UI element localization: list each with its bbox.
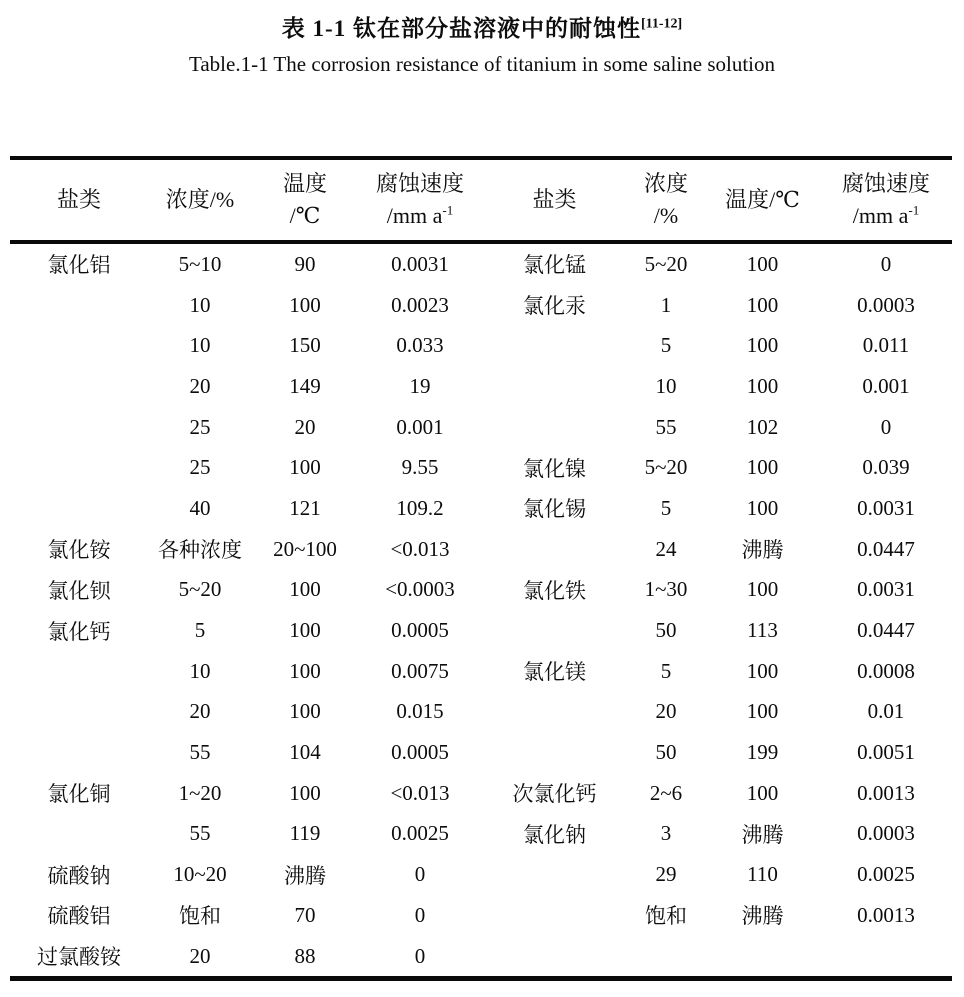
cell-rate-left: 0.0005 — [391, 618, 449, 643]
cell-salt-left — [10, 488, 148, 529]
table-row — [10, 773, 952, 814]
cell-temperature-right: 100 — [746, 699, 779, 724]
cell-rate-left: 0.0023 — [391, 292, 449, 317]
cell-concentration-right: 5 — [660, 333, 672, 358]
table-body — [10, 242, 952, 979]
table-row — [10, 407, 952, 448]
cell-temperature-right: 100 — [746, 455, 779, 480]
cell-rate-right — [820, 936, 952, 979]
cell-salt-right — [482, 854, 627, 895]
cell-temperature-left: 20~100 — [273, 536, 337, 561]
cell-rate-right: 0.0031 — [857, 495, 915, 520]
header-label: 盐类 — [532, 187, 577, 213]
header-salt-left — [10, 158, 148, 242]
cell-rate-left: 109.2 — [396, 495, 444, 520]
cell-salt-left: 氯化钡 — [47, 578, 111, 603]
cell-rate-right: 0.0447 — [857, 618, 915, 643]
superscript-exponent: -1 — [908, 202, 920, 218]
cell-rate-right: 0.0025 — [857, 862, 915, 887]
cell-temperature-right: 102 — [746, 414, 779, 439]
cell-temperature-left: 88 — [294, 943, 316, 968]
cell-temperature-left: 90 — [294, 251, 316, 276]
cell-salt-right — [482, 732, 627, 773]
cell-rate-left: 9.55 — [401, 455, 439, 480]
cell-concentration-left: 10 — [189, 292, 211, 317]
cell-rate-left: 19 — [409, 373, 431, 398]
cell-salt-left — [10, 407, 148, 448]
cell-rate-right: 0.0003 — [857, 821, 915, 846]
cell-temperature-left: 149 — [289, 373, 321, 398]
table-row — [10, 814, 952, 855]
cell-rate-left: <0.013 — [390, 780, 450, 805]
table-row — [10, 447, 952, 488]
cell-rate-left: 0.0005 — [391, 740, 449, 765]
cell-temperature-right: 100 — [746, 577, 779, 602]
cell-concentration-right: 5 — [660, 495, 672, 520]
cell-concentration-right: 50 — [655, 740, 677, 765]
table-row — [10, 570, 952, 611]
cell-salt-left — [10, 651, 148, 692]
cell-temperature-right: 沸腾 — [741, 538, 784, 563]
cell-rate-left: 0 — [414, 862, 426, 887]
table-row — [10, 242, 952, 285]
cell-concentration-left: 5 — [194, 618, 206, 643]
cell-temperature-right: 199 — [746, 740, 779, 765]
table-row — [10, 692, 952, 733]
cell-concentration-left: 25 — [189, 455, 211, 480]
cell-concentration-left: 20 — [189, 699, 211, 724]
header-unit: /mm $a^{-1}$ — [386, 202, 454, 228]
cell-temperature-right: 100 — [746, 495, 779, 520]
cell-concentration-left: 5~20 — [178, 577, 222, 602]
cell-concentration-left: 55 — [189, 821, 211, 846]
cell-rate-right: 0.0003 — [857, 292, 915, 317]
cell-rate-left: <0.0003 — [385, 577, 455, 602]
cell-salt-left — [10, 732, 148, 773]
header-concentration-left — [148, 158, 252, 242]
cell-temperature-right: 113 — [747, 618, 778, 643]
header-label: 盐类 — [56, 187, 101, 213]
cell-salt-left — [10, 325, 148, 366]
corrosion-resistance-table — [10, 156, 952, 981]
cell-concentration-right: 5~20 — [644, 455, 688, 480]
cell-concentration-right: 5~20 — [644, 251, 688, 276]
cell-concentration-left: 20 — [189, 943, 211, 968]
header-label: 温度/℃ — [725, 187, 800, 213]
superscript-exponent: -1 — [442, 202, 454, 218]
cell-salt-left: 硫酸铝 — [47, 904, 111, 929]
cell-salt-right — [482, 692, 627, 733]
table-row — [10, 651, 952, 692]
cell-concentration-right: 29 — [655, 862, 677, 887]
cell-temperature-left: 100 — [289, 780, 321, 805]
cell-temperature-left: 100 — [289, 699, 321, 724]
cell-temperature-left: 121 — [289, 495, 321, 520]
cell-temperature-right: 110 — [747, 862, 778, 887]
header-unit: /℃ — [289, 203, 321, 228]
cell-rate-right: 0 — [880, 251, 892, 276]
cell-rate-right: 0.0013 — [857, 780, 915, 805]
cell-concentration-right: 24 — [655, 536, 677, 561]
cell-concentration-right — [627, 936, 705, 979]
cell-salt-right — [482, 407, 627, 448]
cell-concentration-left: 10 — [189, 333, 211, 358]
cell-salt-left: 氯化铝 — [47, 253, 111, 278]
cell-rate-left: 0 — [414, 902, 426, 927]
cell-rate-right: 0.0013 — [857, 902, 915, 927]
cell-temperature-left: 沸腾 — [284, 863, 326, 888]
cell-concentration-right: 3 — [660, 821, 672, 846]
cell-rate-left: <0.013 — [390, 536, 450, 561]
cell-salt-left — [10, 285, 148, 326]
cell-salt-right — [482, 895, 627, 936]
cell-salt-right: 氯化锰 — [523, 253, 586, 278]
cell-concentration-left: 10~20 — [173, 862, 227, 887]
header-temperature-left — [252, 158, 358, 242]
cell-temperature-left: 104 — [289, 740, 321, 765]
cell-concentration-left: 25 — [189, 414, 211, 439]
cell-concentration-left: 1~20 — [178, 780, 222, 805]
cell-temperature-right: 100 — [746, 251, 779, 276]
cell-salt-right: 氯化镍 — [523, 456, 586, 481]
table-row — [10, 285, 952, 326]
cell-salt-left: 过氯酸铵 — [37, 945, 121, 970]
header-row — [10, 158, 952, 242]
cell-temperature-left: 100 — [289, 455, 321, 480]
header-unit: /mm $a^{-1}$ — [852, 202, 920, 228]
cell-concentration-right: 1~30 — [644, 577, 688, 602]
cell-salt-left — [10, 366, 148, 407]
cell-temperature-right: 100 — [746, 780, 779, 805]
cell-salt-right: 氯化镁 — [523, 660, 586, 685]
cell-concentration-right: 55 — [655, 414, 677, 439]
cell-salt-left: 氯化钙 — [47, 619, 111, 644]
cell-rate-right: 0.0051 — [857, 740, 915, 765]
cell-rate-right: 0.039 — [862, 455, 910, 480]
cell-temperature-left: 150 — [289, 333, 321, 358]
cell-salt-right — [482, 529, 627, 570]
table-row — [10, 325, 952, 366]
table-row — [10, 529, 952, 570]
cell-salt-right — [482, 325, 627, 366]
cell-rate-right: 0.001 — [862, 373, 910, 398]
header-temperature-right — [705, 158, 820, 242]
cell-rate-right: 0.0008 — [857, 658, 915, 683]
cell-concentration-right: 5 — [660, 658, 672, 683]
table-row — [10, 936, 952, 979]
table-title-english: Table.1-1 The corrosion resistance of titanium in some saline solution — [188, 52, 775, 76]
cell-salt-left: 氯化铵 — [47, 538, 111, 563]
cell-concentration-left: 10 — [189, 658, 211, 683]
cell-concentration-right: 50 — [655, 618, 677, 643]
table-row — [10, 732, 952, 773]
cell-temperature-left: 100 — [289, 292, 321, 317]
cell-rate-right: 0.01 — [867, 699, 905, 724]
cell-rate-left: 0.033 — [396, 333, 444, 358]
cell-concentration-left: 55 — [189, 740, 211, 765]
cell-salt-right: 氯化锡 — [523, 497, 586, 522]
header-salt-right — [482, 158, 627, 242]
cell-rate-right: 0.011 — [862, 333, 910, 358]
table-header — [10, 158, 952, 242]
cell-salt-right: 氯化铁 — [523, 578, 586, 603]
table-row — [10, 610, 952, 651]
table-row — [10, 488, 952, 529]
cell-salt-left — [10, 814, 148, 855]
cell-temperature-right: 100 — [746, 292, 779, 317]
cell-concentration-left: 5~10 — [178, 251, 222, 276]
cell-temperature-left: 70 — [294, 902, 316, 927]
cell-salt-left — [10, 447, 148, 488]
cell-concentration-left: 各种浓度 — [158, 538, 242, 563]
cell-temperature-left: 100 — [289, 577, 321, 602]
cell-temperature-right: 100 — [746, 373, 779, 398]
cell-temperature-left: 100 — [289, 658, 321, 683]
cell-concentration-right: 1 — [660, 292, 672, 317]
table-title-chinese — [0, 10, 964, 43]
cell-salt-right: 次氯化钙 — [512, 782, 597, 807]
cell-concentration-left: 饱和 — [179, 904, 221, 929]
header-corrosion-rate-right — [820, 158, 952, 242]
header-concentration-right — [627, 158, 705, 242]
header-corrosion-rate-left — [358, 158, 482, 242]
cell-rate-right: 0.0031 — [857, 577, 915, 602]
cell-salt-right: 氯化钠 — [523, 822, 586, 847]
cell-rate-left: 0.001 — [396, 414, 444, 439]
cell-salt-right — [482, 610, 627, 651]
cell-temperature-right: 100 — [746, 333, 779, 358]
cell-salt-right — [482, 936, 627, 979]
cell-rate-right: 0 — [880, 414, 892, 439]
header-label: 腐蚀速度 — [841, 171, 930, 197]
cell-concentration-right: 饱和 — [645, 904, 687, 929]
cell-temperature-left: 100 — [289, 618, 321, 643]
cell-salt-right: 氯化汞 — [523, 294, 586, 319]
table-row — [10, 895, 952, 936]
header-unit: /% — [653, 203, 679, 228]
cell-rate-left: 0.0075 — [391, 658, 449, 683]
header-label: 温度 — [282, 171, 327, 197]
cell-rate-left: 0 — [414, 943, 426, 968]
cell-temperature-right — [705, 936, 820, 979]
cell-temperature-right: 100 — [746, 658, 779, 683]
cell-rate-right: 0.0447 — [857, 536, 915, 561]
cell-temperature-left: 20 — [294, 414, 316, 439]
cell-temperature-right: 沸腾 — [741, 904, 784, 929]
cell-concentration-right: 2~6 — [649, 780, 683, 805]
cell-concentration-right: 10 — [655, 373, 677, 398]
table-row — [10, 366, 952, 407]
cell-salt-left: 氯化铜 — [47, 782, 111, 807]
citation-reference: [11-12] — [640, 16, 683, 32]
cell-concentration-left: 40 — [189, 495, 211, 520]
cell-concentration-left: 20 — [189, 373, 211, 398]
cell-salt-left — [10, 692, 148, 733]
header-label: 腐蚀速度 — [375, 171, 464, 197]
cell-salt-right — [482, 366, 627, 407]
cell-concentration-right: 20 — [655, 699, 677, 724]
cell-rate-left: 0.0025 — [391, 821, 449, 846]
cell-temperature-right: 沸腾 — [741, 822, 784, 847]
cell-rate-left: 0.015 — [396, 699, 444, 724]
table-title-chinese-text: 表 1-1 钛在部分盐溶液中的耐蚀性 — [281, 16, 641, 41]
header-label: 浓度/% — [165, 187, 235, 213]
cell-salt-left: 硫酸钠 — [47, 863, 111, 888]
header-label: 浓度 — [643, 171, 688, 197]
cell-temperature-left: 119 — [289, 821, 321, 846]
table-row — [10, 854, 952, 895]
cell-rate-left: 0.0031 — [391, 251, 449, 276]
